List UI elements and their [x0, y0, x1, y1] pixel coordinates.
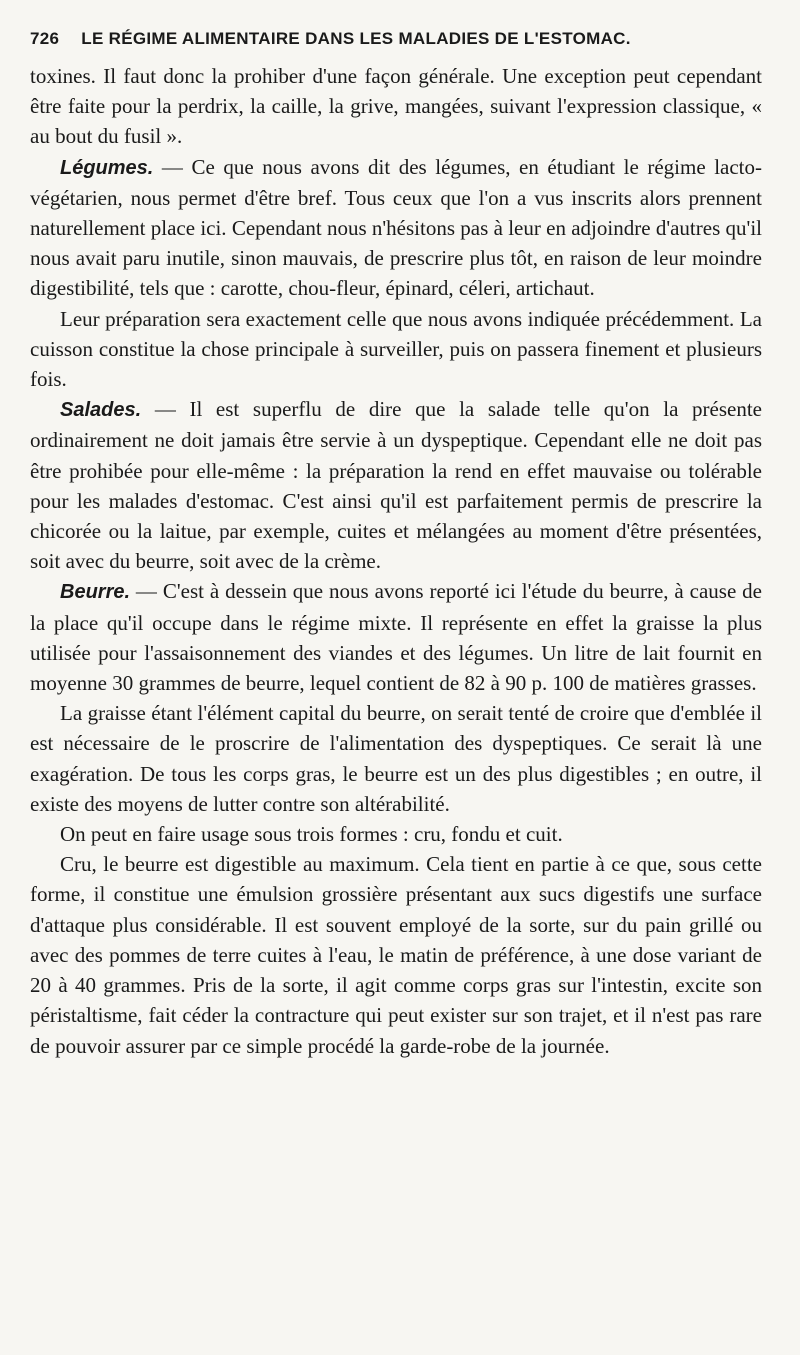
body-text	[30, 61, 762, 1061]
paragraph-cru	[30, 849, 762, 1060]
section-heading-legumes: Légumes.	[60, 156, 154, 179]
page-number: 726	[30, 29, 60, 48]
paragraph-text: La graisse étant l'élément capital du beurre, on serait tenté de croire que d'emblée il est nécessaire de le proscrire de l'alimentation des dyspeptiques. Ce serait là une exagération. De tous les corps gras, le beurre est un des plus digestibles ; en outre, il existe des moyens de lutter contre son altérabilité.	[30, 701, 762, 816]
paragraph-text: — Ce que nous avons dit des légumes, en étudiant le régime lacto-végétarien, nous permet d'être bref. Tous ceux que l'on a vus inscrits alors prennent naturellement place ici. Cependant nous n'hésitons pas à leur en adjoindre d'autres qu'il nous avait paru inutile, sinon mauvais, de prescrire plus tôt, en raison de leur moindre digestibilité, tels que : carotte, chou-fleur, épinard, céleri, artichaut.	[30, 154, 762, 301]
section-heading-beurre: Beurre.	[60, 581, 131, 604]
paragraph-text: Leur préparation sera exactement celle que nous avons indiquée précédemment. La cuisson constitue la chose principale à surveiller, puis on passera finement et plusieurs fois.	[30, 306, 762, 392]
paragraph-trois-formes	[30, 819, 762, 849]
section-heading-salades: Salades.	[60, 399, 142, 422]
paragraph-text: On peut en faire usage sous trois formes : cru, fondu et cuit.	[60, 822, 563, 847]
running-head	[30, 30, 762, 47]
paragraph-text: — C'est à dessein que nous avons reporté ici l'étude du beurre, à cause de la place qu'il occupe dans le régime mixte. Il représente en effet la graisse la plus utilisée pour l'assaisonnement des viandes et des légumes. Un litre de lait fournit en moyenne 30 grammes de beurre, lequel contient de 82 à 90 p. 100 de matières grasses.	[30, 579, 762, 696]
paragraph-text: Cru, le beurre est digestible au maximum. Cela tient en partie à ce que, sous cette forme, il constitue une émulsion grossière présentant aux sucs digestifs une surface d'attaque plus considérable. Il est souvent employé de la sorte, sur du pain grillé ou avec des pommes de terre cuites à l'eau, le matin de préférence, à une dose variant de 20 à 40 grammes. Pris de la sorte, il agit comme corps gras sur l'intestin, excite son péristaltisme, fait céder la contracture qui peut exister sur son trajet, et il n'est pas rare de pouvoir assurer par ce simple procédé la garde-robe de la journée.	[30, 852, 762, 1058]
paragraph-salades	[30, 394, 762, 576]
running-title: LE RÉGIME ALIMENTAIRE DANS LES MALADIES DE L'ESTOMAC.	[81, 29, 631, 48]
paragraph-graisse	[30, 698, 762, 819]
paragraph-preparation	[30, 304, 762, 395]
paragraph-text: — Il est superflu de dire que la salade telle qu'on la présente ordinairement ne doit jamais être servie à un dyspeptique. Cependant elle ne doit pas être prohibée pour elle-même : la préparation la rend en effet mauvaise ou tolérable pour les malades d'estomac. C'est ainsi qu'il est parfaitement permis de prescrire la chicorée ou la laitue, par exemple, cuites et mélangées au moment d'être présentées, soit avec du beurre, soit avec de la crème.	[30, 397, 762, 574]
paragraph-gibier-end	[30, 61, 762, 152]
paragraph-text: toxines. Il faut donc la prohiber d'une façon générale. Une exception peut cependant être faite pour la perdrix, la caille, la grive, mangées, suivant l'expression classique, « au bout du fusil ».	[30, 64, 762, 149]
paragraph-beurre	[30, 576, 762, 698]
paragraph-legumes	[30, 152, 762, 304]
